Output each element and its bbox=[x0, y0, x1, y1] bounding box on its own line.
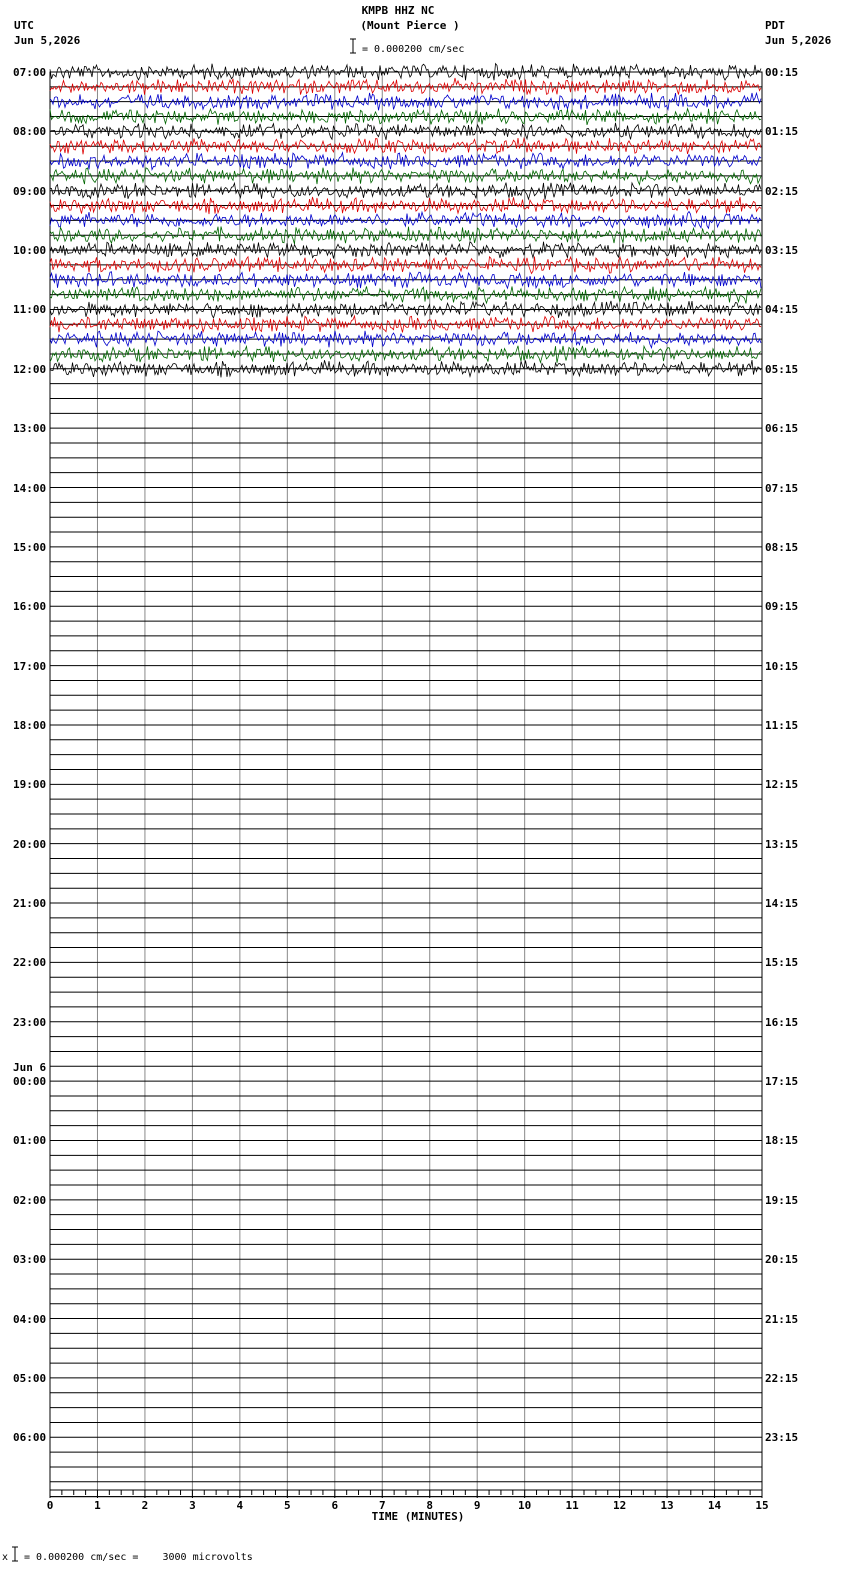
pdt-hour-label: 18:15 bbox=[765, 1134, 799, 1148]
left-timezone: UTC bbox=[14, 19, 34, 32]
pdt-hour-label: 16:15 bbox=[765, 1015, 799, 1029]
x-tick-label: 15 bbox=[755, 1499, 769, 1512]
x-tick-label: 2 bbox=[141, 1499, 149, 1512]
pdt-hour-label: 09:15 bbox=[765, 600, 799, 614]
pdt-hour-label: 08:15 bbox=[765, 540, 799, 554]
pdt-hour-label: 23:15 bbox=[765, 1431, 799, 1445]
utc-hour-label: 12:00 bbox=[13, 362, 47, 376]
left-date: Jun 5,2026 bbox=[14, 34, 81, 47]
scale-bar-icon bbox=[348, 38, 358, 54]
utc-hour-label: 23:00 bbox=[13, 1015, 47, 1029]
utc-hour-label: 07:00 bbox=[13, 66, 47, 79]
pdt-hour-label: 14:15 bbox=[765, 897, 799, 911]
pdt-hour-label: 01:15 bbox=[765, 125, 799, 139]
utc-hour-label: 02:00 bbox=[13, 1193, 47, 1207]
pdt-hour-label: 21:15 bbox=[765, 1312, 799, 1326]
x-tick-label: 6 bbox=[331, 1499, 339, 1512]
x-tick-label: 10 bbox=[518, 1499, 532, 1512]
utc-hour-label: 20:00 bbox=[13, 837, 47, 851]
pdt-hour-label: 00:15 bbox=[765, 66, 799, 79]
x-tick-label: 0 bbox=[46, 1499, 54, 1512]
utc-hour-label: 21:00 bbox=[13, 897, 47, 911]
pdt-hour-label: 06:15 bbox=[765, 422, 799, 436]
pdt-hour-label: 20:15 bbox=[765, 1253, 799, 1267]
utc-hour-label: 16:00 bbox=[13, 600, 47, 614]
x-tick-label: 5 bbox=[284, 1499, 291, 1512]
x-tick-label: 13 bbox=[660, 1499, 674, 1512]
pdt-hour-label: 12:15 bbox=[765, 778, 799, 792]
utc-hour-label: 00:00 bbox=[13, 1075, 47, 1089]
utc-hour-label: 22:00 bbox=[13, 956, 47, 970]
x-tick-label: 3 bbox=[189, 1499, 196, 1512]
station-title: KMPB HHZ NC bbox=[361, 4, 435, 17]
utc-hour-label: 08:00 bbox=[13, 125, 47, 139]
utc-hour-label: 03:00 bbox=[13, 1253, 47, 1267]
utc-hour-label: 05:00 bbox=[13, 1371, 47, 1385]
x-tick-label: 1 bbox=[94, 1499, 101, 1512]
utc-hour-label: 18:00 bbox=[13, 718, 47, 732]
footer-scale-label: = 0.000200 cm/sec = 3000 microvolts bbox=[24, 1552, 253, 1563]
pdt-hour-label: 13:15 bbox=[765, 837, 799, 851]
x-tick-label: 4 bbox=[236, 1499, 244, 1512]
x-axis-label: TIME (MINUTES) bbox=[371, 1510, 465, 1523]
utc-hour-label: 14:00 bbox=[13, 481, 47, 495]
utc-hour-label: 10:00 bbox=[13, 244, 47, 258]
pdt-hour-label: 11:15 bbox=[765, 718, 799, 732]
pdt-hour-label: 17:15 bbox=[765, 1075, 799, 1089]
footer-scale-bar-icon bbox=[10, 1546, 20, 1562]
date-change-label: Jun 6 bbox=[13, 1061, 47, 1075]
utc-hour-label: 19:00 bbox=[13, 778, 47, 792]
pdt-hour-label: 05:15 bbox=[765, 362, 799, 376]
utc-hour-label: 17:00 bbox=[13, 659, 47, 673]
x-tick-label: 11 bbox=[565, 1499, 579, 1512]
right-timezone: PDT bbox=[765, 19, 785, 32]
pdt-hour-label: 19:15 bbox=[765, 1193, 799, 1207]
utc-hour-label: 13:00 bbox=[13, 422, 47, 436]
utc-hour-label: 01:00 bbox=[13, 1134, 47, 1148]
x-tick-label: 8 bbox=[426, 1499, 434, 1512]
pdt-hour-label: 15:15 bbox=[765, 956, 799, 970]
pdt-hour-label: 10:15 bbox=[765, 659, 799, 673]
pdt-hour-label: 22:15 bbox=[765, 1371, 799, 1385]
x-tick-label: 14 bbox=[707, 1499, 722, 1512]
x-tick-label: 7 bbox=[378, 1499, 386, 1512]
utc-hour-label: 11:00 bbox=[13, 303, 47, 317]
station-location: (Mount Pierce ) bbox=[360, 19, 460, 32]
utc-hour-label: 04:00 bbox=[13, 1312, 47, 1326]
footer-marker: x bbox=[2, 1552, 9, 1563]
pdt-hour-label: 02:15 bbox=[765, 184, 799, 198]
utc-hour-label: 06:00 bbox=[13, 1431, 47, 1445]
grid-lines bbox=[50, 72, 762, 1497]
pdt-hour-label: 03:15 bbox=[765, 244, 799, 258]
utc-hour-label: 15:00 bbox=[13, 540, 47, 554]
x-tick-label: 12 bbox=[612, 1499, 627, 1512]
right-date: Jun 5,2026 bbox=[765, 34, 832, 47]
x-tick-label: 9 bbox=[473, 1499, 481, 1512]
scale-label: = 0.000200 cm/sec bbox=[362, 44, 465, 55]
pdt-hour-label: 04:15 bbox=[765, 303, 799, 317]
pdt-hour-label: 07:15 bbox=[765, 481, 799, 495]
utc-hour-label: 09:00 bbox=[13, 184, 47, 198]
